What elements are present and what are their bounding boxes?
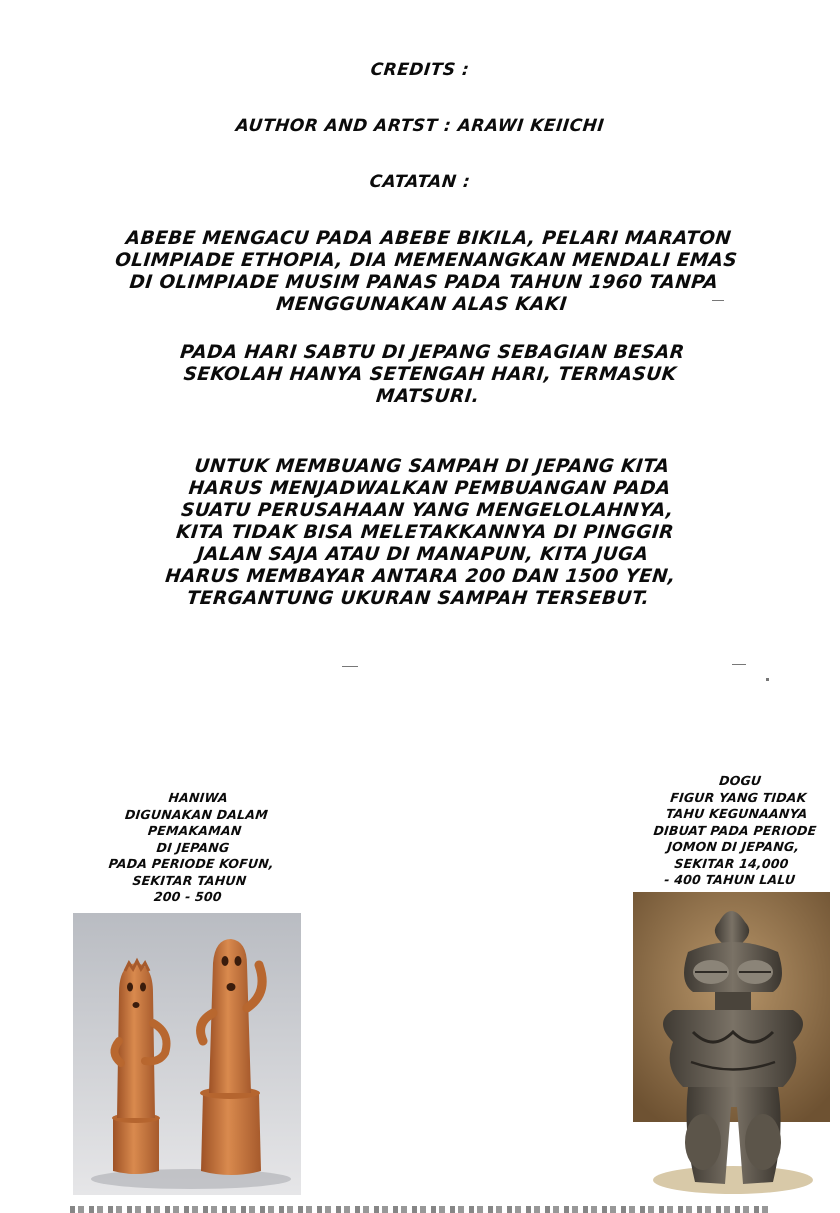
cropped-footer-text — [70, 1206, 770, 1213]
caption-line: TAHU KEGUNAANYA — [665, 806, 809, 821]
caption-line: - 400 TAHUN LALU — [663, 872, 797, 887]
dogu-caption — [629, 773, 840, 889]
note-line: OLIMPIADE ETHOPIA, DIA MEMENANGKAN MENDALI EMAS — [114, 250, 739, 271]
note-line: DI OLIMPIADE MUSIM PANAS PADA TAHUN 1960 TANPA — [128, 272, 720, 293]
note-line: MATSURI. — [374, 386, 481, 407]
note-line: SEKOLAH HANYA SETENGAH HARI, TERMASUK — [182, 364, 678, 385]
note-line: HARUS MEMBAYAR ANTARA 200 DAN 1500 YEN, — [164, 566, 677, 587]
note-line: TERGANTUNG UKURAN SAMPAH TERSEBUT. — [185, 588, 651, 609]
note-line: ABEBE MENGACU PADA ABEBE BIKILA, PELARI MARATON — [124, 228, 733, 249]
note-line: PADA HARI SABTU DI JEPANG SEBAGIAN BESAR — [179, 342, 686, 363]
note-line: MENGGUNAKAN ALAS KAKI — [275, 294, 569, 315]
haniwa-photo — [73, 913, 301, 1195]
caption-line: JOMON DI JEPANG, — [666, 839, 801, 854]
note-line: KITA TIDAK BISA MELETAKKANNYA DI PINGGIR — [175, 522, 675, 543]
caption-line: DOGU — [718, 773, 763, 788]
caption-line: 200 - 500 — [153, 889, 223, 904]
notes-heading: CATATAN : — [368, 172, 472, 192]
caption-line: HANIWA — [167, 790, 229, 805]
caption-line: DIBUAT PADA PERIODE — [652, 822, 818, 838]
note-line: SUATU PERUSAHAAN YANG MENGELOLAHNYA, — [180, 500, 675, 521]
note-paragraph-trash — [157, 456, 693, 610]
caption-line: SEKITAR 14,000 — [673, 855, 790, 871]
scan-speck — [342, 666, 358, 667]
note-paragraph-abebe — [105, 228, 744, 316]
author-line: AUTHOR AND ARTST : ARAWI KEIICHI — [234, 116, 606, 136]
note-line: JALAN SAJA ATAU DI MANAPUN, KITA JUGA — [195, 544, 650, 565]
caption-line: DIGUNAKAN DALAM — [124, 806, 269, 822]
note-line: HARUS MENJADWALKAN PEMBUANGAN PADA — [187, 478, 672, 499]
caption-line: SEKITAR TAHUN — [131, 872, 248, 888]
caption-line: PEMAKAMAN — [147, 823, 243, 838]
credits-heading: CREDITS : — [369, 60, 471, 80]
dogu-photo — [633, 892, 830, 1198]
note-paragraph-school — [147, 342, 714, 408]
note-line: UNTUK MEMBUANG SAMPAH DI JEPANG KITA — [193, 456, 671, 477]
scan-speck — [732, 664, 746, 665]
caption-line: DI JEPANG — [155, 839, 231, 855]
scan-speck — [766, 678, 769, 681]
scan-speck — [712, 300, 724, 301]
haniwa-caption — [92, 790, 294, 906]
caption-line: FIGUR YANG TIDAK — [669, 789, 808, 805]
caption-line: PADA PERIODE KOFUN, — [107, 856, 275, 871]
